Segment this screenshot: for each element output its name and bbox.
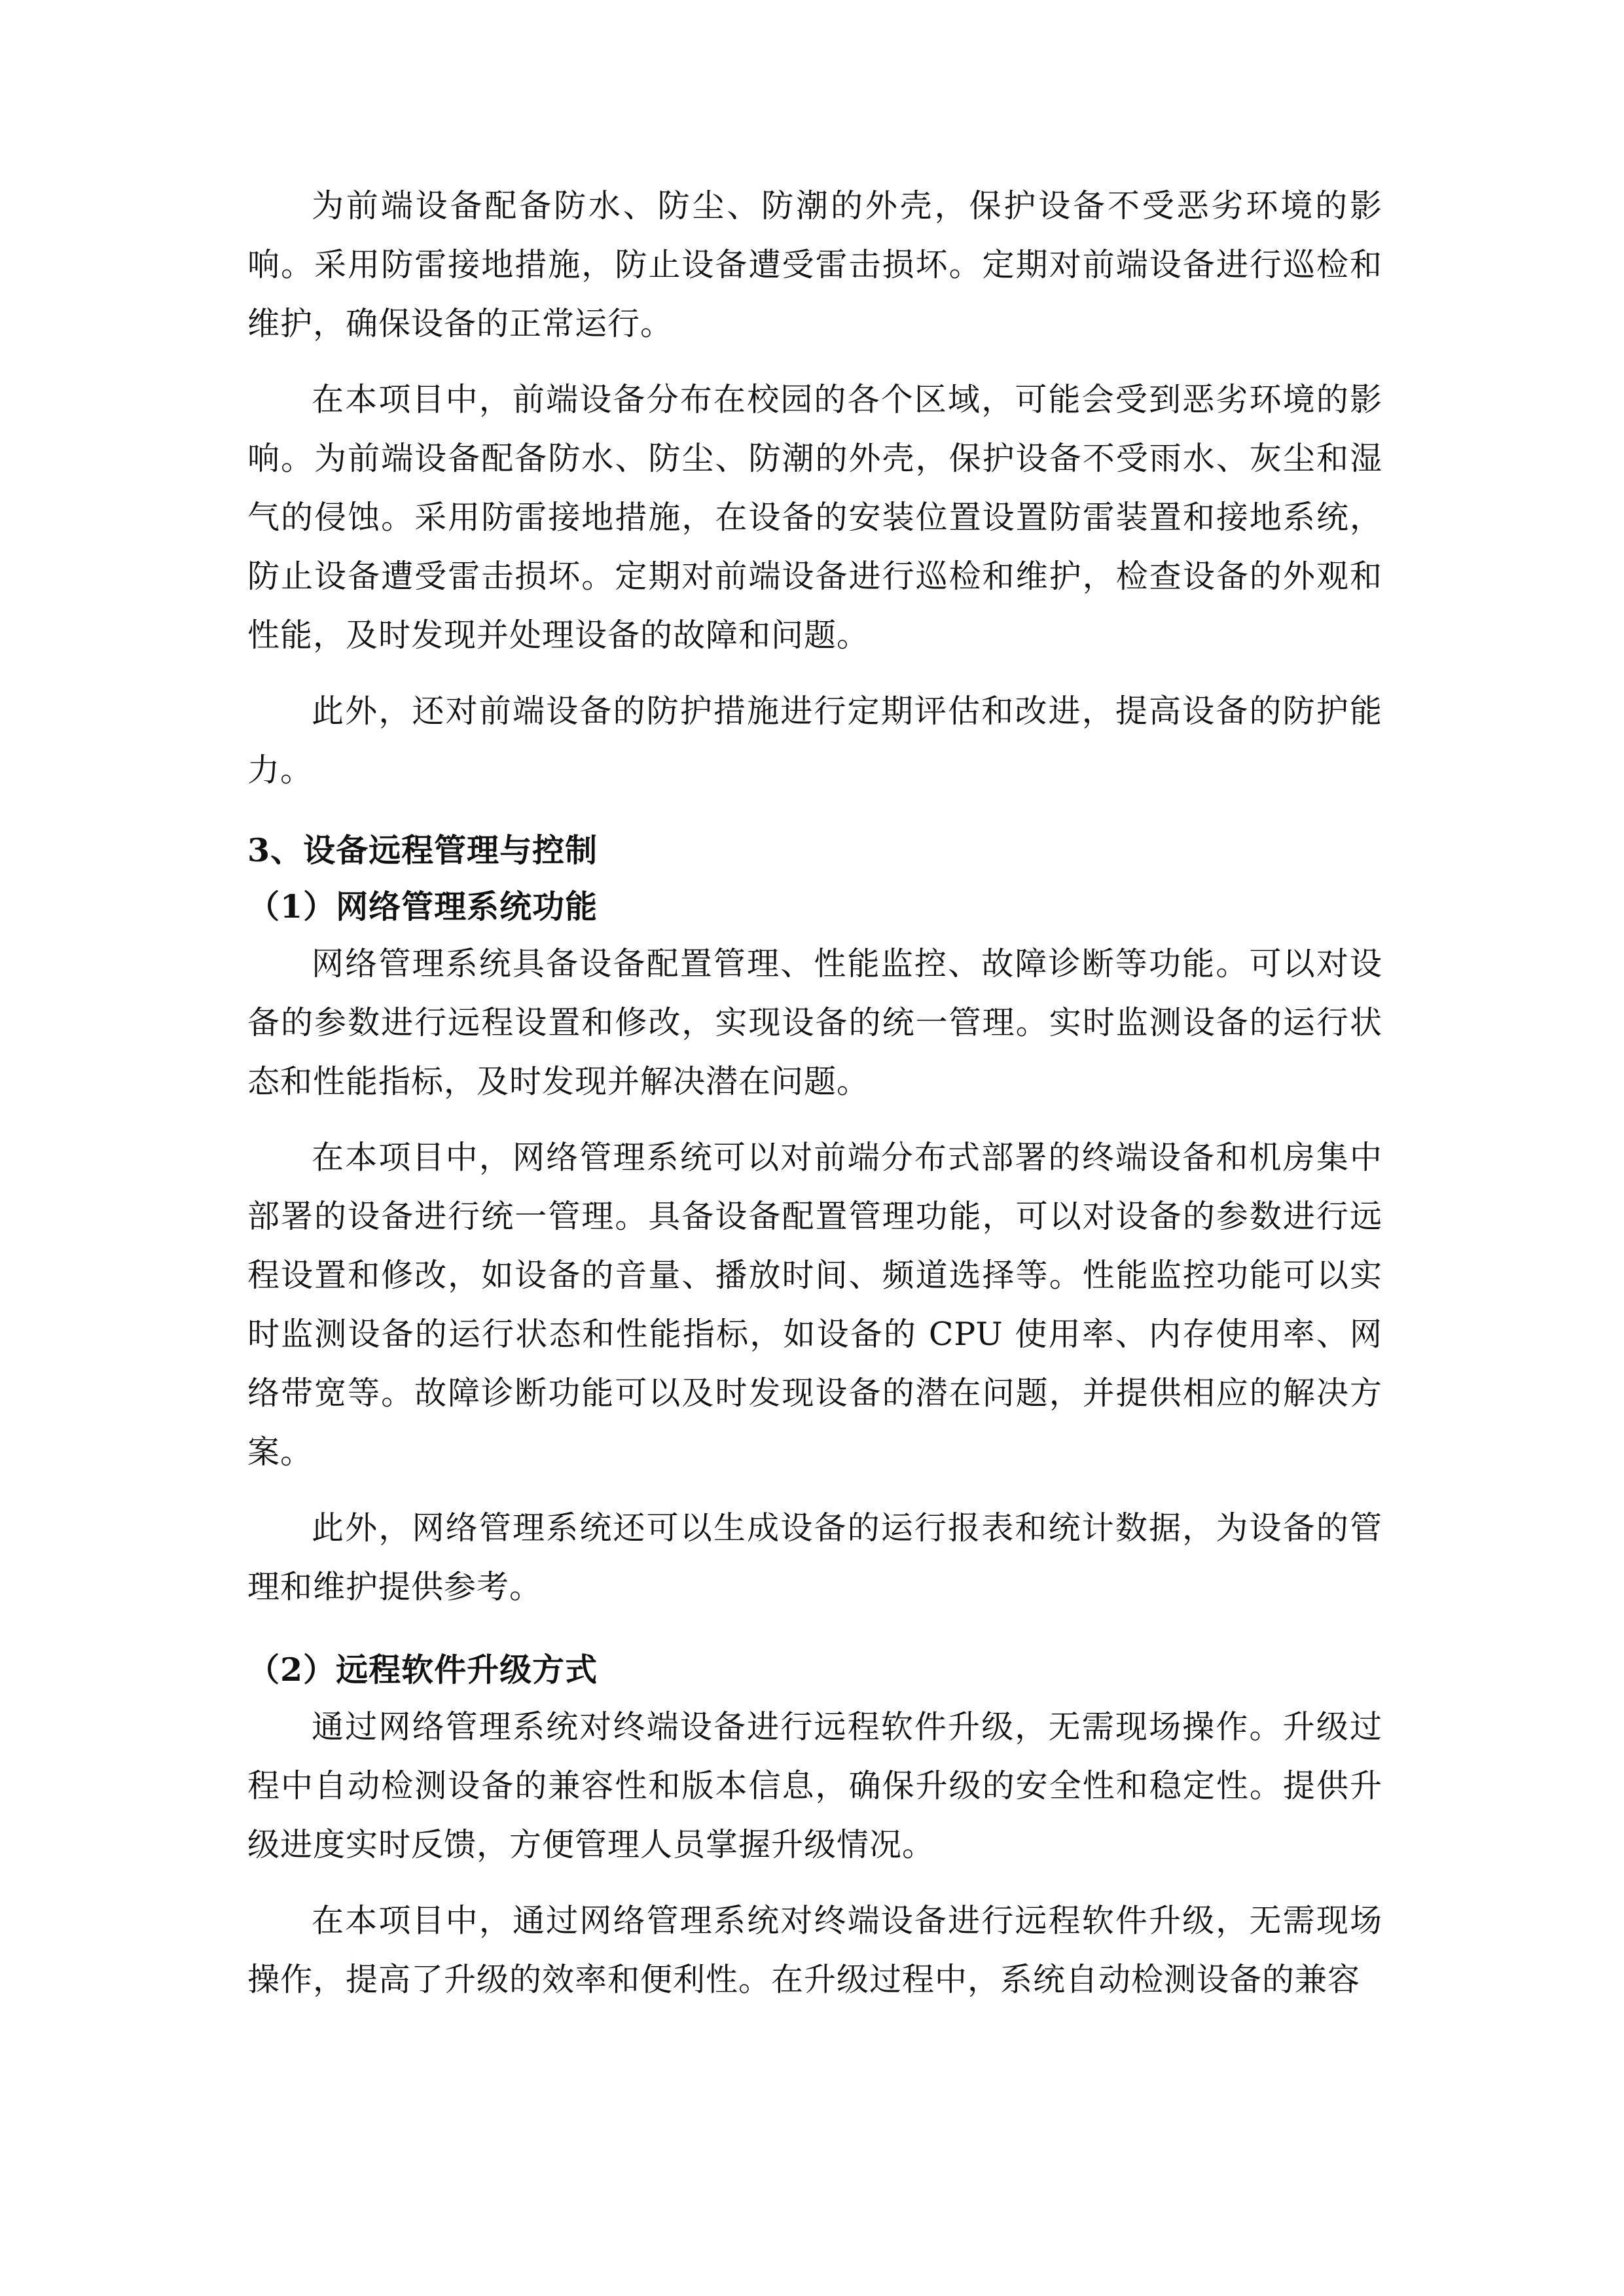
paragraph-network-mgmt-1: 网络管理系统具备设备配置管理、性能监控、故障诊断等功能。可以对设备的参数进行远程设置和修改，实现设备的统一管理。实时监测设备的运行状态和性能指标，及时发现并解决潜在问题。 [247, 945, 1382, 1100]
paragraph-protection-3: 此外，还对前端设备的防护措施进行定期评估和改进，提高设备的防护能力。 [247, 692, 1382, 789]
section-heading-remote-management: 3、设备远程管理与控制 [247, 831, 598, 869]
paragraph-upgrade-2: 在本项目中，通过网络管理系统对终端设备进行远程软件升级，无需现场操作，提高了升级的效率和便利性。在升级过程中，系统自动检测设备的兼容 [247, 1902, 1382, 1998]
subsection-heading-remote-upgrade: （2）远程软件升级方式 [247, 1651, 598, 1689]
paragraph-network-mgmt-3: 此外，网络管理系统还可以生成设备的运行报表和统计数据，为设备的管理和维护提供参考。 [247, 1509, 1382, 1605]
paragraph-protection-2: 在本项目中，前端设备分布在校园的各个区域，可能会受到恶劣环境的影响。为前端设备配备防水、防尘、防潮的外壳，保护设备不受雨水、灰尘和湿气的侵蚀。采用防雷接地措施，在设备的安装位置设置防雷装置和接地系统，防止设备遭受雷击损坏。定期对前端设备进行巡检和维护，检查设备的外观和性能，及时发现并处理设备的故障和问题。 [247, 381, 1382, 654]
paragraph-upgrade-1: 通过网络管理系统对终端设备进行远程软件升级，无需现场操作。升级过程中自动检测设备的兼容性和版本信息，确保升级的安全性和稳定性。提供升级进度实时反馈，方便管理人员掌握升级情况。 [247, 1708, 1382, 1863]
document-page [247, 177, 1382, 2026]
paragraph-protection-1: 为前端设备配备防水、防尘、防潮的外壳，保护设备不受恶劣环境的影响。采用防雷接地措施，防止设备遭受雷击损坏。定期对前端设备进行巡检和维护，确保设备的正常运行。 [247, 187, 1382, 342]
subsection-heading-network-management: （1）网络管理系统功能 [247, 888, 598, 925]
paragraph-network-mgmt-2: 在本项目中，网络管理系统可以对前端分布式部署的终端设备和机房集中部署的设备进行统一管理。具备设备配置管理功能，可以对设备的参数进行远程设置和修改，如设备的音量、播放时间、频道选择等。性能监控功能可以实时监测设备的运行状态和性能指标，如设备的 CPU 使用率、内存使用率、网络带宽等。故障诊断功能可以及时发现设备的潜在问题，并提供相应的解决方案。 [247, 1139, 1382, 1471]
